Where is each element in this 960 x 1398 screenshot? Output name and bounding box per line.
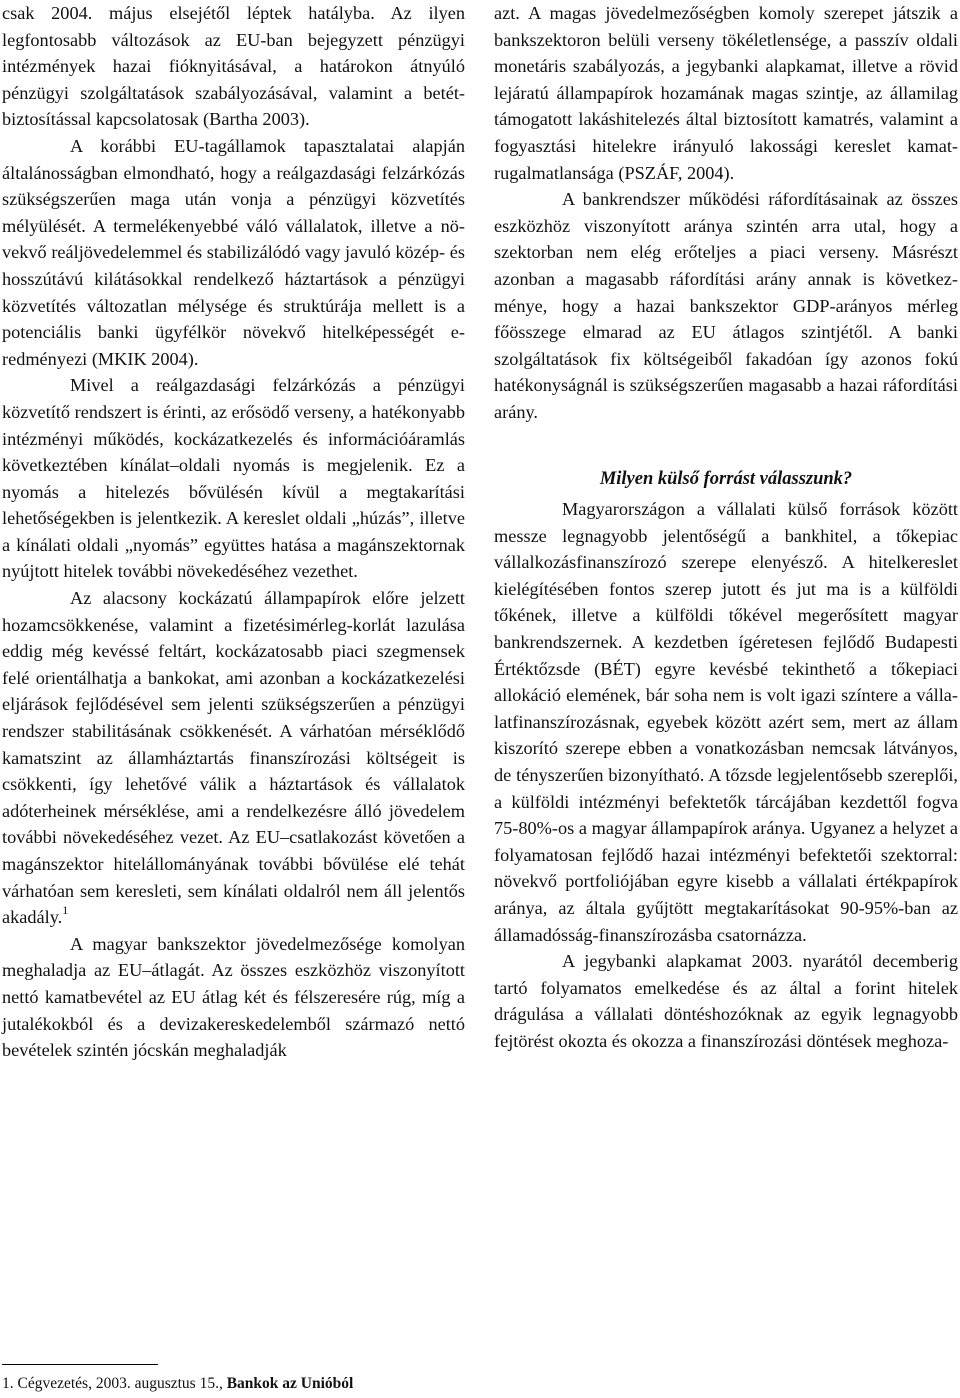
footnote-reference: 1 (62, 903, 69, 918)
paragraph: Mivel a reálgazdasági felzárkózás a pénzügyi közvetítő rendszert is érinti, az erősödő verseny, a hatékonyabb intézményi működés, kockázatkezelés és információáramlás következtében kínálat–oldali nyomás is megjelenik. Ez a nyomás a hitelezés bővülésén kívül a megtakarítási lehetőségekben is jelentkezik. A kereslet oldali „húzás”, illetve a kínálati oldali „nyomás” együttes hatása a magánszektornak nyújtott hitelek további növekedéséhez vezethet. (2, 375, 465, 582)
section-heading: Milyen külső forrást válasszunk? (599, 468, 853, 489)
paragraph: azt. A magas jövedelmezőségben komoly szerepet játszik a bankszektoron belüli verseny tökéletlensége, a passzív oldali monetáris szabályozás, a jegybanki alapkamat, illetve a rövid lejáratú állampapírok hozamának magas szintje, az államilag támogatott lakáshitelezés által biztosított kamatrés, valamint a fogyasztási hitelekre irányuló lakossági kereslet kamat-rugalmatlansága (PSZÁF, 2004). (494, 3, 958, 183)
footnote (2, 1374, 353, 1394)
paragraph: Magyarországon a vállalati külső források között messze legnagyobb jelentőségű a bankhitel, a tőkepiac vállalkozásfinanszírozó szerepe elenyésző. A hitelkereslet kielégítésében fontos szerep jutott és jut ma is a külföldi tőkének, illetve a külföldi tőkével megerősített magyar bankrendszernek. A kezdetben ígéretesen fejlődő Budapesti Értéktőzsde (BÉT) egyre kevésbé tekinthető a tőkepiaci allokáció elemének, bár soha nem is volt igazi színtere a vállalatfinanszírozásnak, egyebek között azért sem, mert az állam kiszorító szerepe ebben a vonatkozásban nemcsak látványos, de tényszerűen bizonyítható. A tőzsde legjelentősebb szereplői, a külföldi intézményi befektetők tárcájában kezdettől fogva 75-80%-os a magyar állampapírok aránya. Ugyanez a helyzet a folyamatosan fejlődő hazai intézményi befektetői szektorral: növekvő portfoliójában egyre kisebb a vállalati értékpapírok aránya, az általa gyűjtött megtakarításokat 90-95%-ban az államadósság-finanszírozásba csatornázza. (494, 499, 958, 945)
paragraph: A bankrendszer működési ráfordításainak az összes eszközhöz viszonyított aránya szintén arra utal, hogy a szektorban nem elég erőteljes a piaci verseny. Másrészt azonban a magasabb ráfordítási arány annak is következménye, hogy a hazai bankszektor GDP-arányos mérleg főösszege elmarad az EU átlagos szintjétől. A banki szolgáltatások fix költségeiből fakadóan így azonos fokú hatékonyságnál is szükségszerűen magasabb a hazai ráfordítási arány. (494, 189, 958, 422)
paragraph: A jegybanki alapkamat 2003. nyarától decemberig tartó folyamatos emelkedése és az által a forint hitelek drágulása a vállalati döntéshozóknak az egyik legnagyobb fejtörést okozta és okozza a finanszírozási döntések meghoza- (494, 951, 958, 1051)
paragraph: csak 2004. május elsejétől léptek hatályba. Az ilyen legfontosabb változások az EU-ban bejegyzett pénzügyi intézmények hazai fióknyitásával, a határokon átnyúló pénzügyi szolgáltatások szabályozásával, valamint a betétbiztosítással kapcsolatosak (Bartha 2003). (2, 3, 465, 130)
paragraph-text: Az alacsony kockázatú állampapírok előre jelzett hozamcsökkenése, valamint a fizetésimérleg-korlát lazulása eddig még kevéssé feltárt, kockázatosabb piaci szegmensek felé orientálhatja a bankokat, ami azonban a kockázatkezelési eljárások fejlődésével sem jelenti szükségszerűen a pénzügyi rendszer stabilitásának csökkenését. A várhatóan mérséklődő kamatszint az államháztartás finanszírozási költségeit is csökkenti, így lehetővé válik a háztartások és vállalatok adóterheinek mérséklése, ami a rendelkezésre álló jövedelem további növekedéséhez vezet. Az EU–csatlakozást követően a magánszektor hitelállományának további bővülése elé tehát várhatóan sem keresleti, sem kínálati oldalról nem áll jelentős akadály. (2, 588, 465, 928)
paragraph: A korábbi EU-tagállamok tapasztalatai alapján általánosságban elmondható, hogy a reálgazdasági felzárkózás szükségszerűen maga után vonja a pénzügyi közvetítés mélyülését. A termelékenyebbé váló vállalatok, illetve a növekvő reáljövedelemmel és stabilizálódó vagy javuló közép- és hosszútávú kilátásokkal rendelkező háztartások a pénzügyi közvetítés változatlan mélysége és struktúrája mellett is a potenciális banki ügyfélkör növekvő hitelképességét eredményezi (MKIK 2004). (2, 135, 465, 369)
right-column (494, 0, 958, 1055)
footnote-divider (2, 1364, 158, 1365)
footnote-source-title: Bankok az Unióból (226, 1375, 354, 1392)
paragraph (2, 585, 465, 931)
paragraph: A magyar bankszektor jövedelmezősége komolyan meghaladja az EU–átlagát. Az összes eszközhöz viszonyított nettó kamatbevétel az EU átlag két és félszeresére rúg, míg a jutalékokból és a devizakereskedelemből származó nettó bevételek szintén jócskán meghaladják (2, 933, 465, 1061)
footnote-text: 1. Cégvezetés, 2003. augusztus 15., (2, 1375, 227, 1392)
left-column (2, 0, 465, 1064)
